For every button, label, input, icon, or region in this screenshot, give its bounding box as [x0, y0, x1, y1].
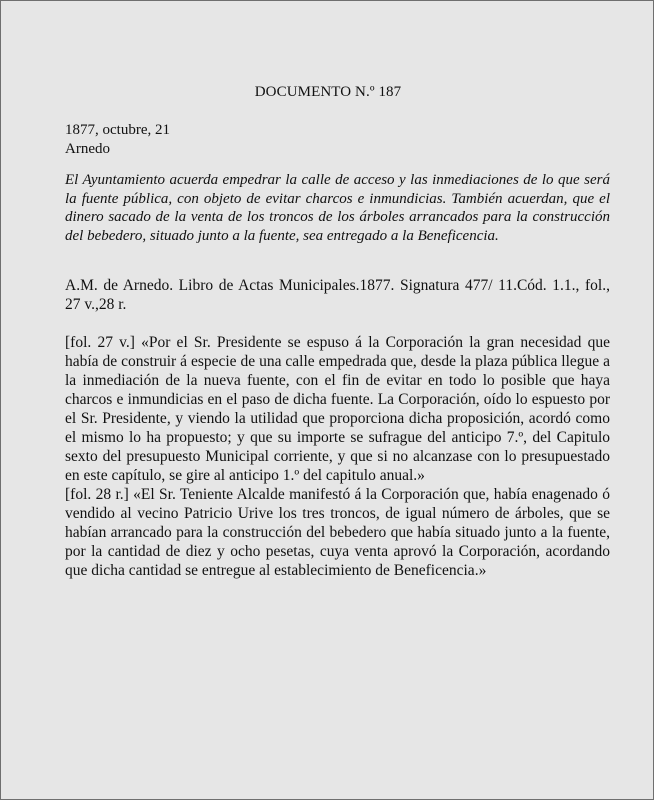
transcription-body [65, 333, 610, 580]
document-date: 1877, octubre, 21 [65, 122, 170, 138]
paragraph-text: «El Sr. Teniente Alcalde manifestó á la Corporación que, había enagenado ó vendido al vecino Patricio Urive los tres troncos, de igual número de árboles, que se habían arrancado para la construcción del bebedero que había situado junto a la fuente, por la cantidad de diez y ocho pesetas, cuya venta aprovó la Corporación, acordando que dicha cantidad se entregue al establecimiento de Beneficencia.» [65, 486, 611, 579]
transcription-paragraph [65, 333, 610, 485]
folio-marker: [fol. 27 v.] [65, 334, 135, 351]
document-title: DOCUMENTO N.º 187 [254, 84, 402, 100]
document-place: Arnedo [65, 141, 110, 157]
folio-marker: [fol. 28 r.] [65, 486, 129, 503]
document-summary: El Ayuntamiento acuerda empedrar la calle de acceso y las inmediaciones de lo que será la fuente pública, con objeto de evitar charcos e inmundicias. También acuerdan, que el dinero sacado de la venta de los troncos de los árboles arrancados para la construcción del bebedero, situado junto a la fuente, sea entregado a la Beneficencia. [65, 172, 610, 244]
paragraph-text: «Por el Sr. Presidente se espuso á la Corporación la gran necesidad que había de construir á especie de una calle empedrada que, desde la plaza pública llegue a la inmediación de la nueva fuente, con el fin de evitar en todo lo posible que haya charcos e inmundicias en el paso de dicha fuente. La Corporación, oído lo espuesto por el Sr. Presidente, y viendo la utilidad que proporciona dicha proposición, acordó como el mismo lo ha propuesto; y que su importe se sufrague del anticipo 7.º, del Capitulo sexto del presupuesto Municipal corriente, y que si no alcanzase con lo presupuestado en este capítulo, se gire al anticipo 1.º del capitulo anual.» [65, 334, 610, 484]
transcription-paragraph [65, 485, 610, 580]
archive-reference: A.M. de Arnedo. Libro de Actas Municipales.1877. Signatura 477/ 11.Cód. 1.1., fol., 27 v.,28 r. [65, 277, 610, 313]
